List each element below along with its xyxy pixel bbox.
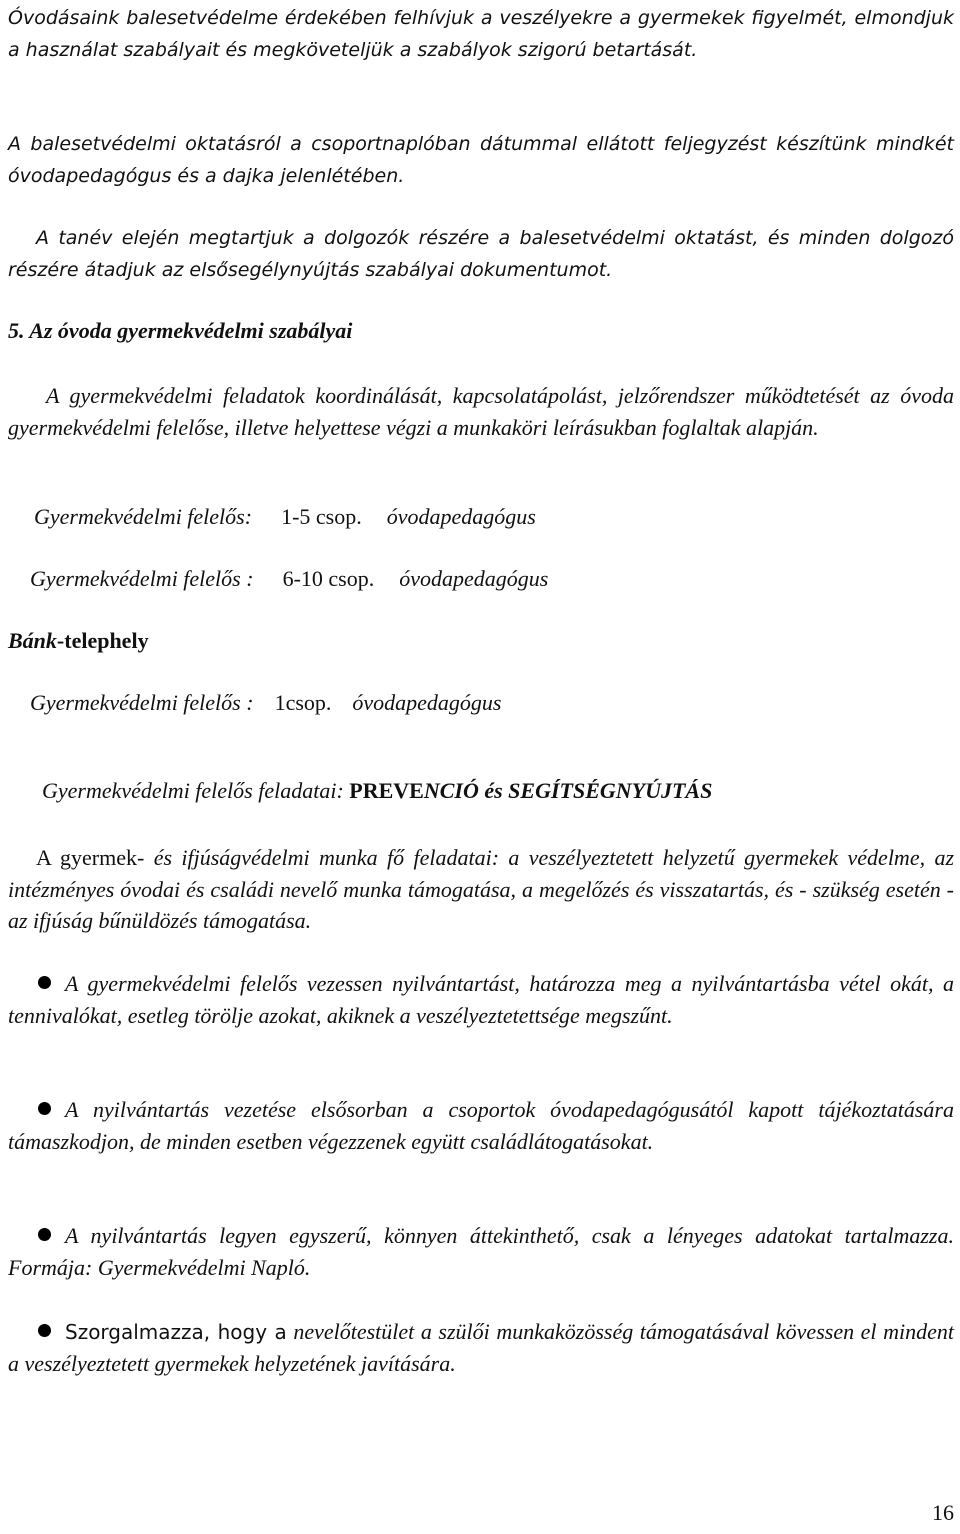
site-responsible-row <box>30 690 501 716</box>
bullet-dot-icon <box>38 1228 51 1241</box>
page-number: 16 <box>932 1500 954 1525</box>
bullet-dot-icon <box>38 976 51 989</box>
paragraph-safety-training-log: A balesetvédelmi oktatásról a csoportnaplóban dátummal ellátott feljegyzést készítünk mindkét óvodapedagógus és a dajka jelenlétében. <box>8 133 954 187</box>
responsible-label: Gyermekvédelmi felelős : <box>30 690 254 715</box>
bullet-item-2 <box>8 1094 954 1157</box>
section-title: Az óvoda gyermekvédelmi szabályai <box>29 318 353 343</box>
responsible-row-2 <box>30 566 548 592</box>
tasks-heading-part2: NCIÓ és SEGÍTSÉGNYÚJTÁS <box>423 778 713 803</box>
responsible-group: 1-5 csop. <box>281 504 362 529</box>
section-heading <box>8 318 352 344</box>
responsible-role: óvodapedagógus <box>399 566 549 591</box>
bullet-item-4 <box>8 1316 954 1380</box>
responsible-group: 6-10 csop. <box>282 566 375 591</box>
bullet-text: A nyilvántartás legyen egyszerű, könnyen áttekinthető, csak a lényeges adatokat tartalmazza. Formája: Gyermekvédelmi Napló. <box>8 1223 954 1280</box>
site-name-rest: -telephely <box>56 628 149 653</box>
bullet-text: nevelőtestület a szülői munkaközösség támogatásával kövessen el mindent a veszélyeztetett gyermekek helyzetének javítására. <box>8 1319 954 1376</box>
bullet-lead: Szorgalmazza, hogy a <box>65 1320 287 1344</box>
responsible-label: Gyermekvédelmi felelős: <box>34 504 253 529</box>
site-name-italic: Bánk <box>8 628 57 653</box>
tasks-heading-part1: PREVE <box>349 778 424 803</box>
responsible-role: óvodapedagógus <box>386 504 536 529</box>
paragraph-staff-training: A tanév elején megtartjuk a dolgozók részére a balesetvédelmi oktatást, és minden dolgozó részére átadjuk az elsősegélynyújtás szabályai dokumentumot. <box>8 227 954 281</box>
bullet-item-1 <box>8 968 954 1031</box>
responsible-group: 1csop. <box>274 690 332 715</box>
bullet-item-3 <box>8 1220 954 1283</box>
responsible-row-1 <box>34 504 536 530</box>
tasks-heading-label: Gyermekvédelmi felelős feladatai: <box>42 778 344 803</box>
main-task-text: és ifjúságvédelmi munka fő feladatai: a veszélyeztetett helyzetű gyermekek védelme, az intézményes óvodai és családi nevelő munka támogatása, a megelőzés és visszatartás, és - szükség esetén - az ifjúság bűnüldözés támogatása. <box>8 845 955 933</box>
paragraph-safety-awareness: Óvodásaink balesetvédelme érdekében felhívjuk a veszélyekre a gyermekek figyelmét, elmondjuk a használat szabályait és megköveteljük a szabályok szigorú betartását. <box>8 7 954 61</box>
responsible-label: Gyermekvédelmi felelős : <box>30 566 254 591</box>
site-heading <box>8 628 149 654</box>
paragraph-main-task <box>8 842 954 937</box>
bullet-dot-icon <box>38 1324 51 1337</box>
tasks-heading <box>42 778 712 804</box>
bullet-text: A nyilvántartás vezetése elsősorban a csoportok óvodapedagógusától kapott tájékoztatására támaszkodjon, de minden esetben végezzenek együtt családlátogatásokat. <box>8 1097 954 1154</box>
responsible-role: óvodapedagógus <box>352 690 502 715</box>
main-task-lead: A gyermek- <box>36 845 145 870</box>
section-number: 5. <box>8 318 25 343</box>
paragraph-child-protection-intro: A gyermekvédelmi feladatok koordinálását, kapcsolatápolást, jelzőrendszer működtetését az óvoda gyermekvédelmi felelőse, illetve helyettese végzi a munkaköri leírásukban foglaltak alapján. <box>8 383 954 440</box>
bullet-text: A gyermekvédelmi felelős vezessen nyilvántartást, határozza meg a nyilvántartásba vétel okát, a tennivalókat, esetleg törölje azokat, akiknek a veszélyeztetettsége megszűnt. <box>8 971 954 1028</box>
bullet-dot-icon <box>38 1102 51 1115</box>
